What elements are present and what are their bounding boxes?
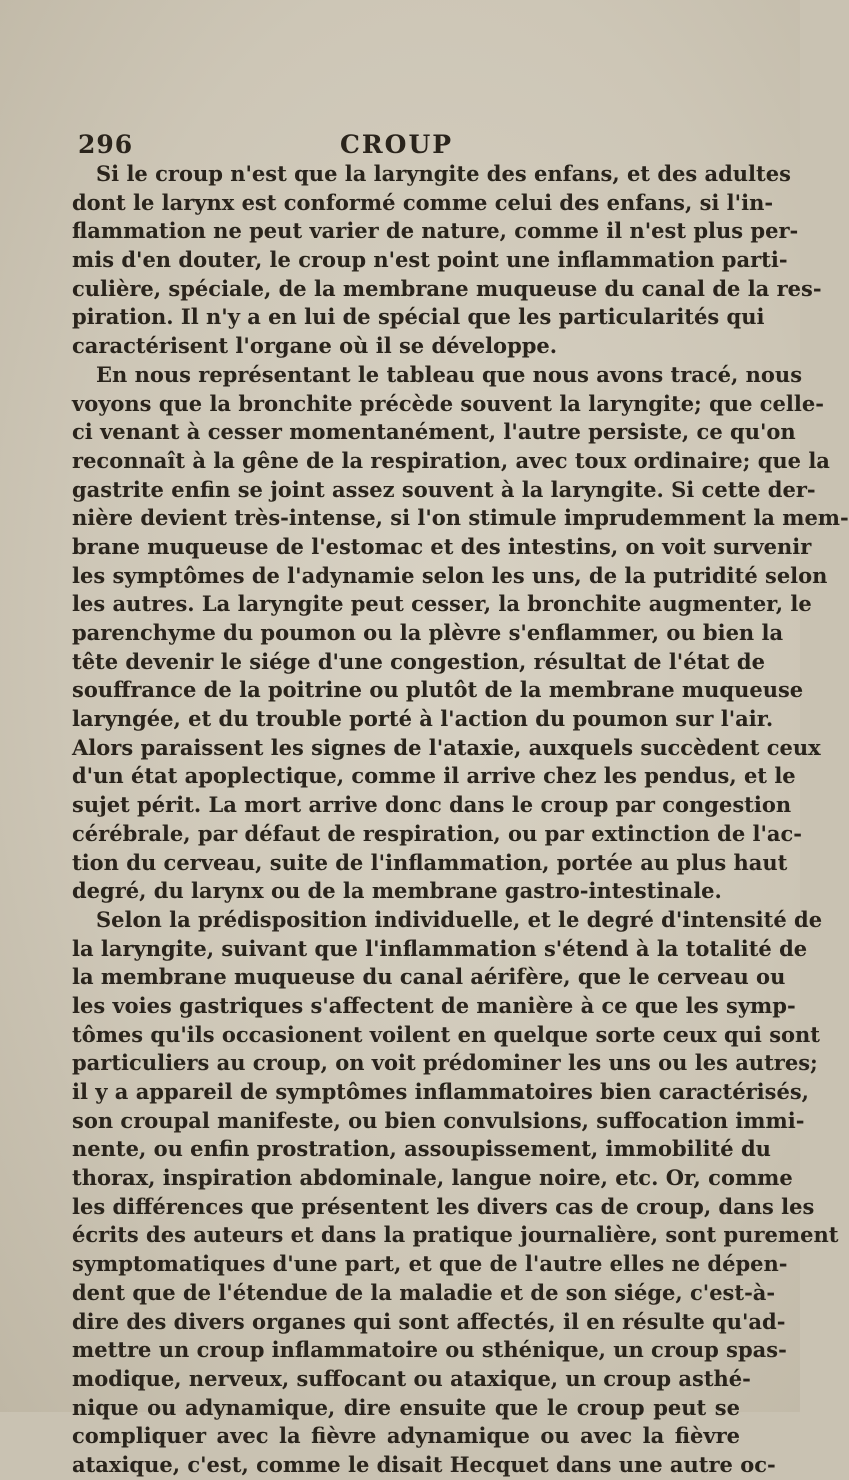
text-line: laryngée, et du trouble porté à l'action du poumon sur l'air. xyxy=(72,706,774,732)
text-line: caractérisent l'organe où il se développe. xyxy=(72,333,558,359)
text-line: son croupal manifeste, ou bien convulsions, suffocation immi- xyxy=(72,1107,805,1133)
text-line: les voies gastriques s'affectent de manière à ce que les symp- xyxy=(72,992,796,1018)
text-line: nente, ou enfin prostration, assoupissement, immobilité du xyxy=(72,1136,771,1162)
text-line: tômes qu'ils occasionent voilent en quelque sorte ceux qui sont xyxy=(72,1021,821,1047)
text-line: Si le croup n'est que la laryngite des enfans, et des adultes xyxy=(96,161,791,186)
text-line: En nous représentant le tableau que nous avons tracé, nous xyxy=(96,361,803,387)
text-line: d'un état apoplectique, comme il arrive chez les pendus, et le xyxy=(72,763,796,789)
page-header xyxy=(78,130,718,164)
text-line: ci venant à cesser momentanément, l'autre persiste, ce qu'on xyxy=(72,419,796,445)
text-line: nique ou adynamique, dire ensuite que le croup peut se xyxy=(72,1394,740,1420)
text-line: ataxique, c'est, comme le disait Hecquet dans une autre oc- xyxy=(72,1451,776,1477)
text-line: nière devient très-intense, si l'on stimule imprudemment la mem- xyxy=(72,505,849,531)
running-title: CROUP xyxy=(340,130,454,159)
text-line: Alors paraissent les signes de l'ataxie, auxquels succèdent ceux xyxy=(72,734,821,760)
text-line: dent que de l'étendue de la maladie et de son siége, c'est-à- xyxy=(72,1279,776,1305)
text-line: particuliers au croup, on voit prédominer les uns ou les autres; xyxy=(72,1050,818,1076)
text-line: parenchyme du poumon ou la plèvre s'enflammer, ou bien la xyxy=(72,620,784,645)
text-line: les différences que présentent les divers cas de croup, dans les xyxy=(72,1193,815,1219)
page-number: 296 xyxy=(78,130,134,159)
text-line: modique, nerveux, suffocant ou ataxique, un croup asthé- xyxy=(72,1365,751,1391)
text-line: souffrance de la poitrine ou plutôt de la membrane muqueuse xyxy=(72,677,804,703)
text-line: dire des divers organes qui sont affectés, il en résulte qu'ad- xyxy=(72,1308,786,1334)
text-line: écrits des auteurs et dans la pratique journalière, sont purement xyxy=(72,1222,839,1248)
text-line: il y a appareil de symptômes inflammatoires bien caractérisés, xyxy=(72,1079,809,1104)
text-line: sujet périt. La mort arrive donc dans le croup par congestion xyxy=(72,792,792,818)
text-line: culière, spéciale, de la membrane muqueuse du canal de la res- xyxy=(72,275,822,301)
text-line: compliquer avec la fièvre adynamique ou avec la fièvre xyxy=(72,1423,740,1449)
text-line: reconnaît à la gêne de la respiration, avec toux ordinaire; que la xyxy=(72,447,830,473)
body-text xyxy=(72,160,849,1480)
text-line: les symptômes de l'adynamie selon les uns, de la putridité selon xyxy=(72,562,828,588)
text-line: dont le larynx est conformé comme celui des enfans, si l'in- xyxy=(72,189,774,215)
text-line: la laryngite, suivant que l'inflammation s'étend à la totalité de xyxy=(72,935,808,961)
text-line: gastrite enfin se joint assez souvent à la laryngite. Si cette der- xyxy=(72,476,816,502)
text-line: thorax, inspiration abdominale, langue noire, etc. Or, comme xyxy=(72,1165,793,1191)
text-line: piration. Il n'y a en lui de spécial que les particularités qui xyxy=(72,304,765,330)
text-line: flammation ne peut varier de nature, comme il n'est plus per- xyxy=(72,218,799,244)
text-line: symptomatiques d'une part, et que de l'autre elles ne dépen- xyxy=(72,1251,788,1277)
text-line: brane muqueuse de l'estomac et des intestins, on voit survenir xyxy=(72,533,812,559)
text-line: mis d'en douter, le croup n'est point une inflammation parti- xyxy=(72,247,788,273)
text-line: tion du cerveau, suite de l'inflammation, portée au plus haut xyxy=(72,849,788,875)
text-line: voyons que la bronchite précède souvent la laryngite; que celle- xyxy=(72,390,824,416)
text-line: mettre un croup inflammatoire ou sthénique, un croup spas- xyxy=(72,1337,787,1363)
text-line: la membrane muqueuse du canal aérifère, que le cerveau ou xyxy=(72,964,786,990)
text-line: cérébrale, par défaut de respiration, ou par extinction de l'ac- xyxy=(72,820,803,846)
text-line: les autres. La laryngite peut cesser, la bronchite augmenter, le xyxy=(72,591,812,617)
text-line: Selon la prédisposition individuelle, et le degré d'intensité de xyxy=(96,906,823,932)
text-line: tête devenir le siége d'une congestion, résultat de l'état de xyxy=(72,648,765,674)
text-line: degré, du larynx ou de la membrane gastro-intestinale. xyxy=(72,878,722,904)
